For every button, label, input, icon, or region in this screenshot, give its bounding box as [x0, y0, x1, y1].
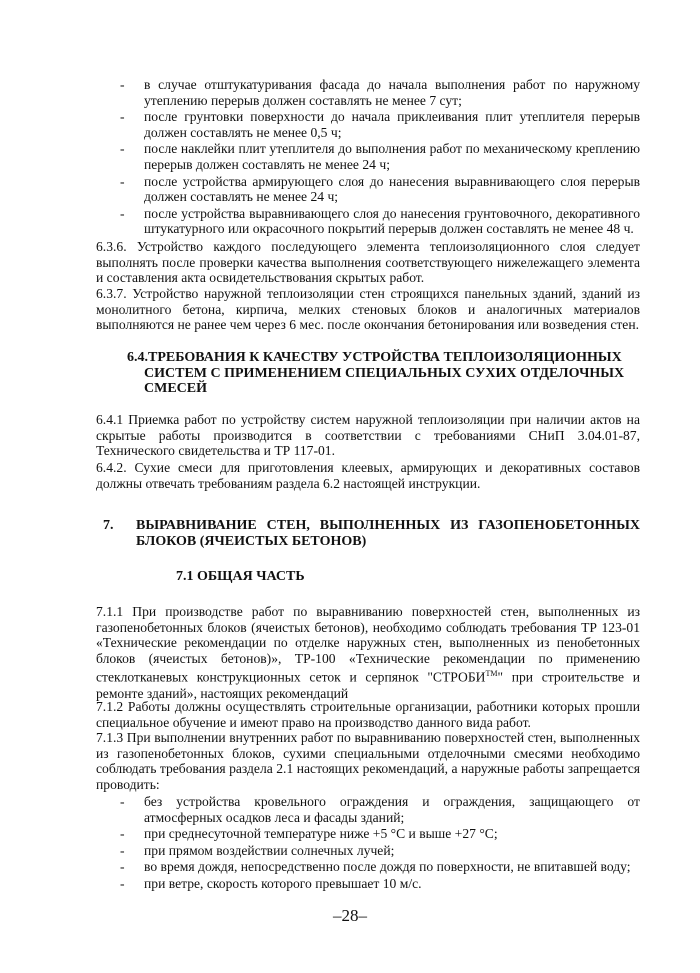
heading-line-1: ВЫРАВНИВАНИЕ СТЕН, ВЫПОЛНЕННЫХ ИЗ ГАЗОПЕНОБЕТОННЫХ [136, 518, 640, 533]
list-item: - после устройства армирующего слоя до нанесения выравнивающего слоя перерыв должен составлять не менее 24 ч; [120, 173, 640, 205]
list-item: - во время дождя, непосредственно после дождя по поверхности, не впитавшей воду; [120, 859, 631, 875]
subsection-heading-7-1: 7.1 ОБЩАЯ ЧАСТЬ [176, 569, 305, 584]
section-heading-7 [103, 518, 640, 549]
paragraph-6-3-7: 6.3.7. Устройство наружной теплоизоляции стен строящихся панельных зданий, зданий из монолитного бетона, кирпича, мелких стеновых блоков и аналогичных материалов выполняются не ранее чем через 6 мес. после окончания бетонирования или возведения стен. [96, 286, 640, 333]
heading-line-2: БЛОКОВ (ЯЧЕИСТЫХ БЕТОНОВ) [136, 533, 367, 549]
paragraph-6-3-6: 6.3.6. Устройство каждого последующего элемента теплоизоляционного слоя следует выполнять после проверки качества выполнения соответствующего нижележащего элемента и составления акта освидетельствования скрытых работ. [96, 239, 640, 286]
list-item: - при прямом воздействии солнечных лучей; [120, 842, 395, 858]
heading-line-2: СИСТЕМ С ПРИМЕНЕНИЕМ СПЕЦИАЛЬНЫХ СУХИХ ОТДЕЛОЧНЫХ [144, 365, 625, 381]
paragraph-6-4-2: 6.4.2. Сухие смеси для приготовления клеевых, армирующих и декоративных составов должны отвечать требованиям раздела 6.2 настоящей инструкции. [96, 460, 640, 491]
page-number: –28– [333, 906, 367, 925]
list-item: - после устройства выравнивающего слоя до нанесения грунтовочного, декоративного штукатурного или окрасочного покрытий перерыв должен составлять не менее 48 ч. [120, 205, 640, 237]
list-item: - при ветре, скорость которого превышает 10 м/с. [120, 875, 422, 891]
restriction-list [120, 794, 640, 893]
interval-list [120, 77, 640, 238]
list-item: - после грунтовки поверхности до начала приклеивания плит утеплителя перерыв должен составлять не менее 0,5 ч; [120, 109, 640, 140]
list-item: - в случае отштукатуривания фасада до начала выполнения работ по наружному утеплению перерыв должен составлять не менее 7 сут; [120, 77, 640, 108]
list-item: - при среднесуточной температуре ниже +5 °С и выше +27 °С; [120, 826, 498, 842]
heading-line-3: СМЕСЕЙ [144, 381, 207, 396]
heading-line-1: ТРЕБОВАНИЯ К КАЧЕСТВУ УСТРОЙСТВА ТЕПЛОИЗОЛЯЦИОННЫХ [148, 350, 622, 365]
list-item: - без устройства кровельного ограждения и ограждения, защищающего от атмосферных осадков леса и фасады зданий; [120, 794, 640, 825]
section-heading-6-4 [127, 350, 627, 397]
paragraph-7-1-1: 7.1.1 При производстве работ по выравниванию поверхностей стен, выполненных из газопенобетонных блоков (ячеистых бетонов), необходимо соблюдать требования ТР 123-01 «Технические рекомендации по отделке наружных стен, выполненных из пенобетонных блоков (ячеистых бетонов)», ТР-100 «Технические рекомендации по применению стеклотканевых конструкционных сеток и серпянок "СТРОБИ™" при строительстве и ремонте зданий», настоящих рекомендаций [96, 604, 640, 701]
paragraph-6-4-1: 6.4.1 Приемка работ по устройству систем наружной теплоизоляции при наличии актов на скрытые работы производится в соответствии с требованиями СНиП 3.04.01-87, Технического свидетельства и ТР 117-01. [96, 412, 640, 459]
heading-number: 7. [103, 518, 114, 533]
list-item: - после наклейки плит утеплителя до выполнения работ по механическому креплению перерыв должен составлять не менее 24 ч; [120, 141, 640, 172]
paragraph-7-1-2: 7.1.2 Работы должны осуществлять строительные организации, работники которых прошли специальное обучение и имеют право на производство данного вида работ. [96, 699, 640, 730]
heading-number: 6.4. [127, 350, 148, 365]
paragraph-7-1-3: 7.1.3 При выполнении внутренних работ по выравниванию поверхностей стен, выполненных из газопенобетонных блоков, сухими специальными отделочными смесями необходимо соблюдать требования раздела 2.1 настоящих рекомендаций, а наружные работы запрещается проводить: [96, 730, 640, 792]
